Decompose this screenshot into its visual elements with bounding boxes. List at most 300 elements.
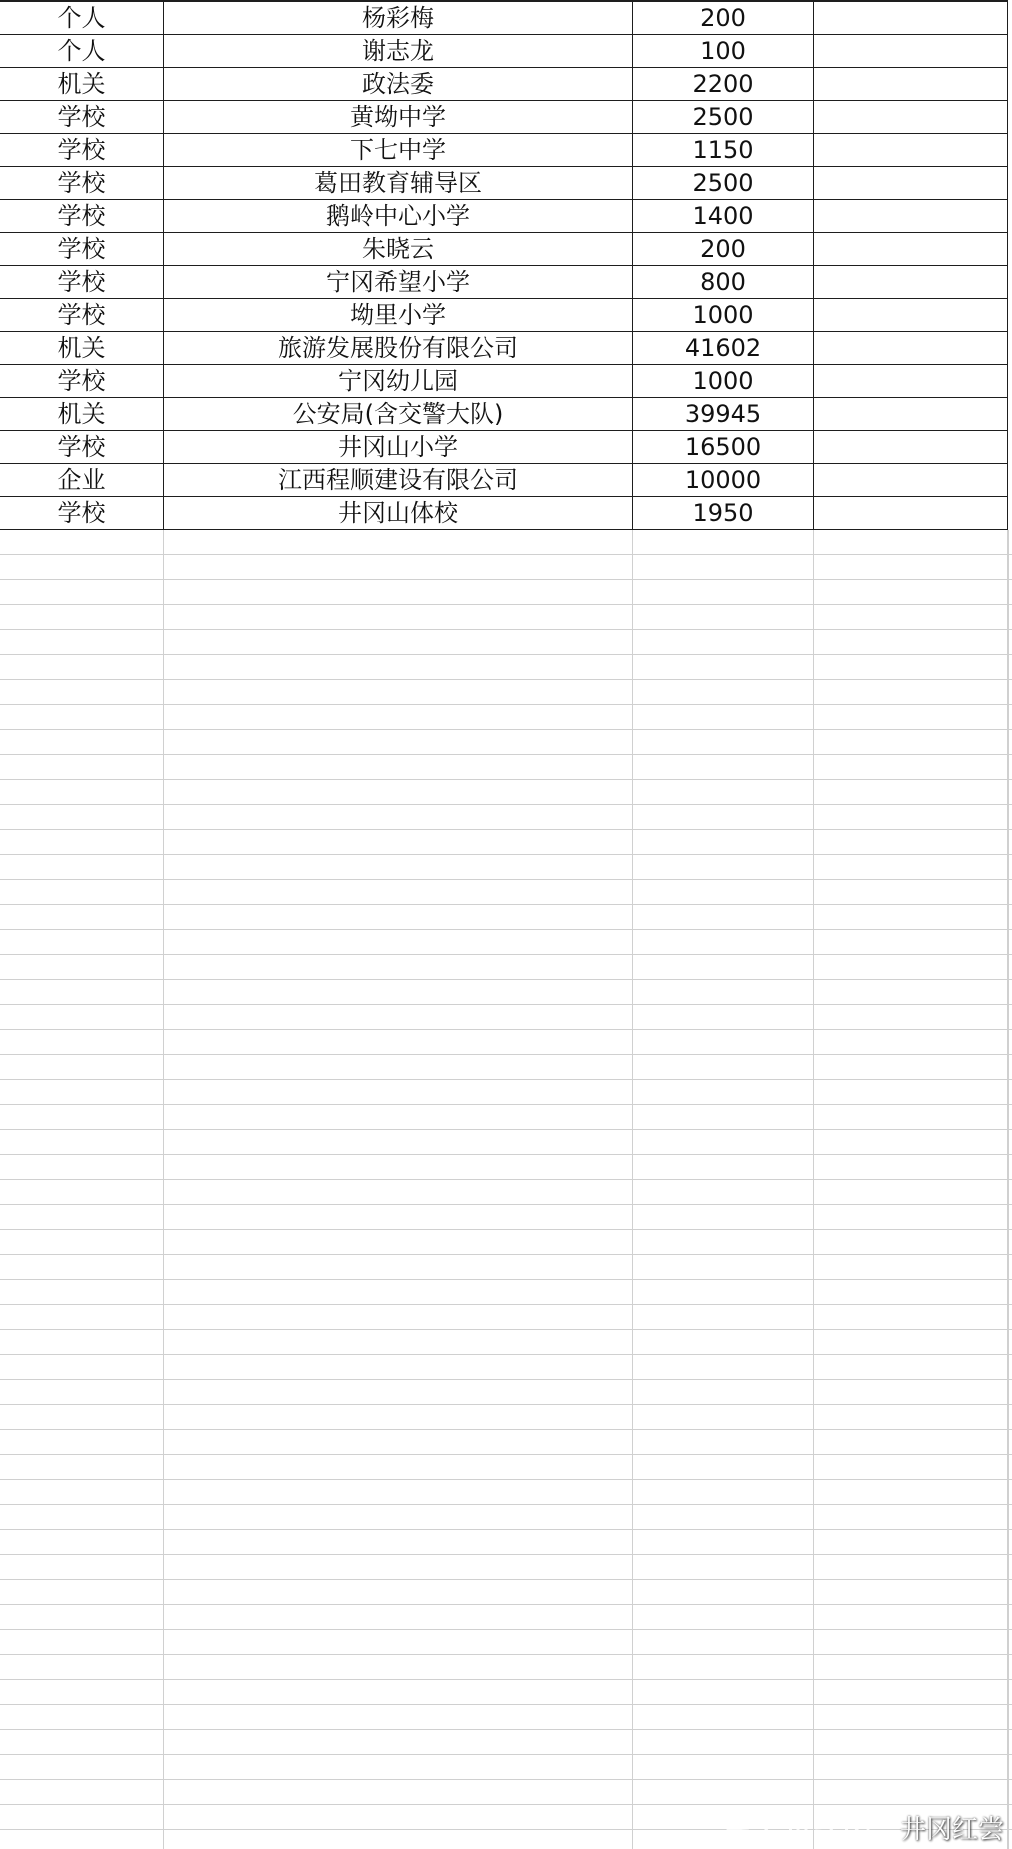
empty-cell[interactable] <box>1008 1830 1012 1849</box>
empty-cell[interactable] <box>0 1155 163 1180</box>
empty-cell[interactable] <box>1008 1155 1012 1180</box>
amount-cell[interactable]: 1000 <box>632 365 813 398</box>
category-cell[interactable]: 学校 <box>0 101 163 134</box>
empty-cell[interactable] <box>0 1530 163 1555</box>
empty-cell[interactable] <box>163 1705 632 1730</box>
empty-cell[interactable] <box>632 880 813 905</box>
empty-cell[interactable] <box>632 855 813 880</box>
empty-cell[interactable] <box>163 655 632 680</box>
empty-cell[interactable] <box>813 930 1008 955</box>
empty-cell[interactable] <box>632 530 813 555</box>
empty-cell[interactable] <box>813 655 1008 680</box>
empty-cell[interactable] <box>163 1105 632 1130</box>
empty-cell[interactable] <box>1008 1505 1012 1530</box>
empty-cell[interactable] <box>1008 1705 1012 1730</box>
empty-cell[interactable] <box>813 805 1008 830</box>
empty-cell[interactable] <box>632 1230 813 1255</box>
empty-cell[interactable] <box>0 805 163 830</box>
empty-cell[interactable] <box>0 1280 163 1305</box>
empty-cell[interactable] <box>632 1680 813 1705</box>
category-cell[interactable]: 学校 <box>0 134 163 167</box>
empty-cell[interactable] <box>1008 930 1012 955</box>
empty-cell[interactable] <box>0 655 163 680</box>
empty-cell[interactable] <box>813 755 1008 780</box>
empty-cell[interactable] <box>813 464 1008 497</box>
empty-cell[interactable] <box>163 1230 632 1255</box>
empty-cell[interactable] <box>1008 1630 1012 1655</box>
empty-cell[interactable] <box>163 605 632 630</box>
empty-cell[interactable] <box>163 1330 632 1355</box>
empty-cell[interactable] <box>163 1480 632 1505</box>
empty-cell[interactable] <box>163 630 632 655</box>
empty-cell[interactable] <box>163 1180 632 1205</box>
empty-cell[interactable] <box>163 930 632 955</box>
empty-cell[interactable] <box>163 1605 632 1630</box>
empty-cell[interactable] <box>163 1455 632 1480</box>
empty-cell[interactable] <box>0 1605 163 1630</box>
empty-cell[interactable] <box>813 365 1008 398</box>
empty-cell[interactable] <box>1008 580 1012 605</box>
empty-cell[interactable] <box>1008 1005 1012 1030</box>
name-cell[interactable]: 井冈山体校 <box>163 497 632 530</box>
name-cell[interactable]: 葛田教育辅导区 <box>163 167 632 200</box>
empty-cell[interactable] <box>163 1130 632 1155</box>
empty-cell[interactable] <box>1008 1805 1012 1830</box>
empty-cell[interactable] <box>632 955 813 980</box>
empty-cell[interactable] <box>0 1580 163 1605</box>
category-cell[interactable]: 学校 <box>0 266 163 299</box>
category-cell[interactable]: 学校 <box>0 365 163 398</box>
empty-cell[interactable] <box>632 605 813 630</box>
empty-cell[interactable] <box>0 1830 163 1849</box>
empty-cell[interactable] <box>0 1205 163 1230</box>
empty-cell[interactable] <box>1008 1105 1012 1130</box>
empty-cell[interactable] <box>0 1180 163 1205</box>
empty-cell[interactable] <box>0 1030 163 1055</box>
empty-cell[interactable] <box>1008 1555 1012 1580</box>
empty-cell[interactable] <box>813 1655 1008 1680</box>
empty-cell[interactable] <box>1008 1580 1012 1605</box>
empty-cell[interactable] <box>813 1480 1008 1505</box>
category-cell[interactable]: 企业 <box>0 464 163 497</box>
empty-cell[interactable] <box>632 1330 813 1355</box>
empty-cell[interactable] <box>0 1130 163 1155</box>
empty-cell[interactable] <box>0 1355 163 1380</box>
empty-cell[interactable] <box>632 680 813 705</box>
empty-cell[interactable] <box>632 1780 813 1805</box>
empty-cell[interactable] <box>632 755 813 780</box>
empty-cell[interactable] <box>813 1380 1008 1405</box>
amount-cell[interactable]: 1400 <box>632 200 813 233</box>
empty-cell[interactable] <box>0 1080 163 1105</box>
empty-cell[interactable] <box>813 1455 1008 1480</box>
empty-cell[interactable] <box>1008 1255 1012 1280</box>
empty-cell[interactable] <box>813 1755 1008 1780</box>
empty-cell[interactable] <box>163 705 632 730</box>
empty-cell[interactable] <box>813 134 1008 167</box>
empty-cell[interactable] <box>813 1530 1008 1555</box>
empty-cell[interactable] <box>813 68 1008 101</box>
empty-cell[interactable] <box>163 855 632 880</box>
empty-cell[interactable] <box>632 1655 813 1680</box>
empty-cell[interactable] <box>163 780 632 805</box>
empty-cell[interactable] <box>813 1105 1008 1130</box>
empty-cell[interactable] <box>632 1205 813 1230</box>
empty-cell[interactable] <box>632 1555 813 1580</box>
empty-cell[interactable] <box>0 605 163 630</box>
empty-cell[interactable] <box>632 830 813 855</box>
empty-cell[interactable] <box>1008 955 1012 980</box>
empty-cell[interactable] <box>813 35 1008 68</box>
empty-cell[interactable] <box>0 1655 163 1680</box>
empty-cell[interactable] <box>0 705 163 730</box>
empty-cell[interactable] <box>163 1730 632 1755</box>
empty-cell[interactable] <box>632 1605 813 1630</box>
empty-cell[interactable] <box>163 1405 632 1430</box>
empty-cell[interactable] <box>813 1405 1008 1430</box>
empty-cell[interactable] <box>813 167 1008 200</box>
empty-cell[interactable] <box>163 1355 632 1380</box>
empty-cell[interactable] <box>0 1380 163 1405</box>
empty-cell[interactable] <box>0 1455 163 1480</box>
empty-cell[interactable] <box>0 880 163 905</box>
empty-cell[interactable] <box>163 1005 632 1030</box>
empty-cell[interactable] <box>813 580 1008 605</box>
name-cell[interactable]: 江西程顺建设有限公司 <box>163 464 632 497</box>
empty-cell[interactable] <box>163 1055 632 1080</box>
empty-cell[interactable] <box>1008 605 1012 630</box>
empty-cell[interactable] <box>632 555 813 580</box>
empty-cell[interactable] <box>0 1555 163 1580</box>
category-cell[interactable]: 个人 <box>0 2 163 35</box>
category-cell[interactable]: 机关 <box>0 332 163 365</box>
empty-cell[interactable] <box>0 1730 163 1755</box>
amount-cell[interactable]: 200 <box>632 233 813 266</box>
empty-cell[interactable] <box>813 680 1008 705</box>
empty-cell[interactable] <box>1008 805 1012 830</box>
name-cell[interactable]: 井冈山小学 <box>163 431 632 464</box>
amount-cell[interactable]: 39945 <box>632 398 813 431</box>
empty-cell[interactable] <box>813 101 1008 134</box>
empty-cell[interactable] <box>1008 780 1012 805</box>
empty-cell[interactable] <box>813 1005 1008 1030</box>
empty-cell[interactable] <box>163 980 632 1005</box>
empty-cell[interactable] <box>0 1805 163 1830</box>
empty-cell[interactable] <box>163 1805 632 1830</box>
empty-cell[interactable] <box>1008 680 1012 705</box>
empty-cell[interactable] <box>0 1330 163 1355</box>
empty-cell[interactable] <box>1008 630 1012 655</box>
empty-cell[interactable] <box>0 630 163 655</box>
amount-cell[interactable]: 1000 <box>632 299 813 332</box>
empty-cell[interactable] <box>632 1455 813 1480</box>
amount-cell[interactable]: 1150 <box>632 134 813 167</box>
empty-cell[interactable] <box>0 1230 163 1255</box>
empty-cell[interactable] <box>632 655 813 680</box>
empty-cell[interactable] <box>1008 1480 1012 1505</box>
empty-cell[interactable] <box>632 930 813 955</box>
empty-cell[interactable] <box>163 1580 632 1605</box>
empty-cell[interactable] <box>163 580 632 605</box>
category-cell[interactable]: 学校 <box>0 299 163 332</box>
empty-cell[interactable] <box>163 905 632 930</box>
empty-cell[interactable] <box>632 1430 813 1455</box>
empty-cell[interactable] <box>632 1630 813 1655</box>
empty-cell[interactable] <box>0 1780 163 1805</box>
empty-cell[interactable] <box>813 1055 1008 1080</box>
empty-cell[interactable] <box>632 780 813 805</box>
empty-cell[interactable] <box>1008 1455 1012 1480</box>
empty-cell[interactable] <box>813 730 1008 755</box>
empty-cell[interactable] <box>813 299 1008 332</box>
empty-cell[interactable] <box>813 1580 1008 1605</box>
empty-cell[interactable] <box>1008 830 1012 855</box>
empty-cell[interactable] <box>1008 1330 1012 1355</box>
empty-cell[interactable] <box>813 1555 1008 1580</box>
empty-cell[interactable] <box>163 1255 632 1280</box>
empty-cell[interactable] <box>813 1080 1008 1105</box>
empty-cell[interactable] <box>0 855 163 880</box>
name-cell[interactable]: 坳里小学 <box>163 299 632 332</box>
empty-cell[interactable] <box>1008 1530 1012 1555</box>
empty-cell[interactable] <box>1008 1130 1012 1155</box>
empty-cell[interactable] <box>163 880 632 905</box>
empty-cell[interactable] <box>632 1055 813 1080</box>
empty-cell[interactable] <box>813 905 1008 930</box>
empty-cell[interactable] <box>1008 1280 1012 1305</box>
empty-cell[interactable] <box>632 805 813 830</box>
empty-cell[interactable] <box>632 980 813 1005</box>
empty-cell[interactable] <box>0 780 163 805</box>
empty-cell[interactable] <box>1008 1430 1012 1455</box>
empty-cell[interactable] <box>0 1705 163 1730</box>
empty-cell[interactable] <box>813 955 1008 980</box>
empty-cell[interactable] <box>632 730 813 755</box>
name-cell[interactable]: 旅游发展股份有限公司 <box>163 332 632 365</box>
empty-cell[interactable] <box>632 1705 813 1730</box>
empty-cell[interactable] <box>163 1630 632 1655</box>
empty-cell[interactable] <box>813 880 1008 905</box>
empty-cell[interactable] <box>632 1280 813 1305</box>
empty-cell[interactable] <box>0 1430 163 1455</box>
amount-cell[interactable]: 100 <box>632 35 813 68</box>
empty-cell[interactable] <box>0 680 163 705</box>
empty-cell[interactable] <box>813 1230 1008 1255</box>
empty-cell[interactable] <box>813 1680 1008 1705</box>
empty-cell[interactable] <box>813 705 1008 730</box>
category-cell[interactable]: 学校 <box>0 167 163 200</box>
empty-cell[interactable] <box>813 1280 1008 1305</box>
category-cell[interactable]: 学校 <box>0 497 163 530</box>
empty-cell[interactable] <box>0 1480 163 1505</box>
empty-cell[interactable] <box>163 1780 632 1805</box>
empty-cell[interactable] <box>813 1130 1008 1155</box>
empty-cell[interactable] <box>632 1030 813 1055</box>
empty-cell[interactable] <box>163 1205 632 1230</box>
empty-cell[interactable] <box>813 398 1008 431</box>
empty-cell[interactable] <box>163 680 632 705</box>
empty-cell[interactable] <box>0 580 163 605</box>
amount-cell[interactable]: 800 <box>632 266 813 299</box>
empty-cell[interactable] <box>163 805 632 830</box>
empty-cell[interactable] <box>1008 1680 1012 1705</box>
empty-cell[interactable] <box>632 1305 813 1330</box>
name-cell[interactable]: 鹅岭中心小学 <box>163 200 632 233</box>
empty-cell[interactable] <box>1008 1180 1012 1205</box>
empty-cell[interactable] <box>632 1255 813 1280</box>
empty-cell[interactable] <box>163 530 632 555</box>
empty-cell[interactable] <box>1008 1355 1012 1380</box>
empty-cell[interactable] <box>0 905 163 930</box>
empty-cell[interactable] <box>1008 1605 1012 1630</box>
empty-cell[interactable] <box>0 1405 163 1430</box>
empty-cell[interactable] <box>632 1580 813 1605</box>
empty-cell[interactable] <box>813 431 1008 464</box>
empty-cell[interactable] <box>163 1555 632 1580</box>
empty-cell[interactable] <box>163 1530 632 1555</box>
empty-cell[interactable] <box>0 1755 163 1780</box>
empty-cell[interactable] <box>0 930 163 955</box>
name-cell[interactable]: 宁冈希望小学 <box>163 266 632 299</box>
empty-cell[interactable] <box>1008 530 1012 555</box>
empty-cell[interactable] <box>1008 755 1012 780</box>
empty-cell[interactable] <box>0 955 163 980</box>
empty-cell[interactable] <box>813 830 1008 855</box>
empty-cell[interactable] <box>632 630 813 655</box>
empty-cell[interactable] <box>163 1680 632 1705</box>
empty-cell[interactable] <box>813 855 1008 880</box>
amount-cell[interactable]: 2500 <box>632 101 813 134</box>
empty-cell[interactable] <box>813 1155 1008 1180</box>
empty-cell[interactable] <box>1008 980 1012 1005</box>
category-cell[interactable]: 学校 <box>0 200 163 233</box>
empty-cell[interactable] <box>632 1755 813 1780</box>
empty-cell[interactable] <box>163 1080 632 1105</box>
empty-cell[interactable] <box>1008 1205 1012 1230</box>
amount-cell[interactable]: 16500 <box>632 431 813 464</box>
empty-cell[interactable] <box>1008 905 1012 930</box>
empty-cell[interactable] <box>163 1755 632 1780</box>
empty-cell[interactable] <box>163 730 632 755</box>
empty-cell[interactable] <box>632 1730 813 1755</box>
empty-cell[interactable] <box>163 1380 632 1405</box>
empty-cell[interactable] <box>163 1505 632 1530</box>
name-cell[interactable]: 朱晓云 <box>163 233 632 266</box>
empty-cell[interactable] <box>0 1005 163 1030</box>
empty-cell[interactable] <box>1008 1780 1012 1805</box>
empty-cell[interactable] <box>1008 880 1012 905</box>
category-cell[interactable]: 机关 <box>0 68 163 101</box>
amount-cell[interactable]: 41602 <box>632 332 813 365</box>
empty-cell[interactable] <box>0 830 163 855</box>
empty-cell[interactable] <box>0 1055 163 1080</box>
empty-cell[interactable] <box>813 1780 1008 1805</box>
empty-cell[interactable] <box>813 630 1008 655</box>
amount-cell[interactable]: 2200 <box>632 68 813 101</box>
empty-cell[interactable] <box>632 1180 813 1205</box>
empty-cell[interactable] <box>1008 1080 1012 1105</box>
category-cell[interactable]: 个人 <box>0 35 163 68</box>
category-cell[interactable]: 机关 <box>0 398 163 431</box>
empty-cell[interactable] <box>632 1105 813 1130</box>
empty-cell[interactable] <box>813 530 1008 555</box>
empty-cell[interactable] <box>1008 1755 1012 1780</box>
empty-cell[interactable] <box>813 497 1008 530</box>
empty-cell[interactable] <box>0 1255 163 1280</box>
empty-cell[interactable] <box>163 1305 632 1330</box>
empty-cell[interactable] <box>632 1130 813 1155</box>
empty-cell[interactable] <box>1008 1730 1012 1755</box>
empty-cell[interactable] <box>813 1505 1008 1530</box>
empty-cell[interactable] <box>632 1380 813 1405</box>
empty-cell[interactable] <box>813 1305 1008 1330</box>
empty-cell[interactable] <box>632 1005 813 1030</box>
empty-cell[interactable] <box>163 755 632 780</box>
empty-cell[interactable] <box>0 980 163 1005</box>
empty-cell[interactable] <box>1008 1405 1012 1430</box>
empty-cell[interactable] <box>163 1155 632 1180</box>
empty-cell[interactable] <box>813 780 1008 805</box>
empty-cell[interactable] <box>813 233 1008 266</box>
empty-cell[interactable] <box>1008 1305 1012 1330</box>
empty-cell[interactable] <box>632 1480 813 1505</box>
empty-cell[interactable] <box>813 332 1008 365</box>
name-cell[interactable]: 宁冈幼儿园 <box>163 365 632 398</box>
empty-cell[interactable] <box>163 1030 632 1055</box>
empty-cell[interactable] <box>0 1305 163 1330</box>
empty-cell[interactable] <box>813 1030 1008 1055</box>
empty-cell[interactable] <box>632 1405 813 1430</box>
empty-cell[interactable] <box>813 1180 1008 1205</box>
empty-cell[interactable] <box>163 955 632 980</box>
name-cell[interactable]: 下七中学 <box>163 134 632 167</box>
empty-cell[interactable] <box>813 1730 1008 1755</box>
category-cell[interactable]: 学校 <box>0 233 163 266</box>
empty-cell[interactable] <box>1008 655 1012 680</box>
empty-cell[interactable] <box>813 980 1008 1005</box>
empty-cell[interactable] <box>0 755 163 780</box>
empty-cell[interactable] <box>0 1505 163 1530</box>
empty-cell[interactable] <box>163 830 632 855</box>
empty-cell[interactable] <box>632 705 813 730</box>
amount-cell[interactable]: 10000 <box>632 464 813 497</box>
empty-cell[interactable] <box>1008 855 1012 880</box>
name-cell[interactable]: 政法委 <box>163 68 632 101</box>
empty-cell[interactable] <box>0 1680 163 1705</box>
empty-cell[interactable] <box>632 905 813 930</box>
name-cell[interactable]: 黄坳中学 <box>163 101 632 134</box>
amount-cell[interactable]: 200 <box>632 2 813 35</box>
empty-cell[interactable] <box>813 1605 1008 1630</box>
empty-cell[interactable] <box>0 1105 163 1130</box>
amount-cell[interactable]: 1950 <box>632 497 813 530</box>
empty-cell[interactable] <box>0 530 163 555</box>
empty-cell[interactable] <box>1008 1030 1012 1055</box>
empty-cell[interactable] <box>813 200 1008 233</box>
category-cell[interactable]: 学校 <box>0 431 163 464</box>
empty-cell[interactable] <box>632 1080 813 1105</box>
empty-cell[interactable] <box>0 730 163 755</box>
empty-cell[interactable] <box>1008 705 1012 730</box>
amount-cell[interactable]: 2500 <box>632 167 813 200</box>
empty-cell[interactable] <box>813 1330 1008 1355</box>
empty-cell[interactable] <box>813 605 1008 630</box>
empty-cell[interactable] <box>1008 1655 1012 1680</box>
empty-cell[interactable] <box>163 555 632 580</box>
name-cell[interactable]: 公安局(含交警大队) <box>163 398 632 431</box>
empty-cell[interactable] <box>813 1355 1008 1380</box>
empty-cell[interactable] <box>1008 1055 1012 1080</box>
